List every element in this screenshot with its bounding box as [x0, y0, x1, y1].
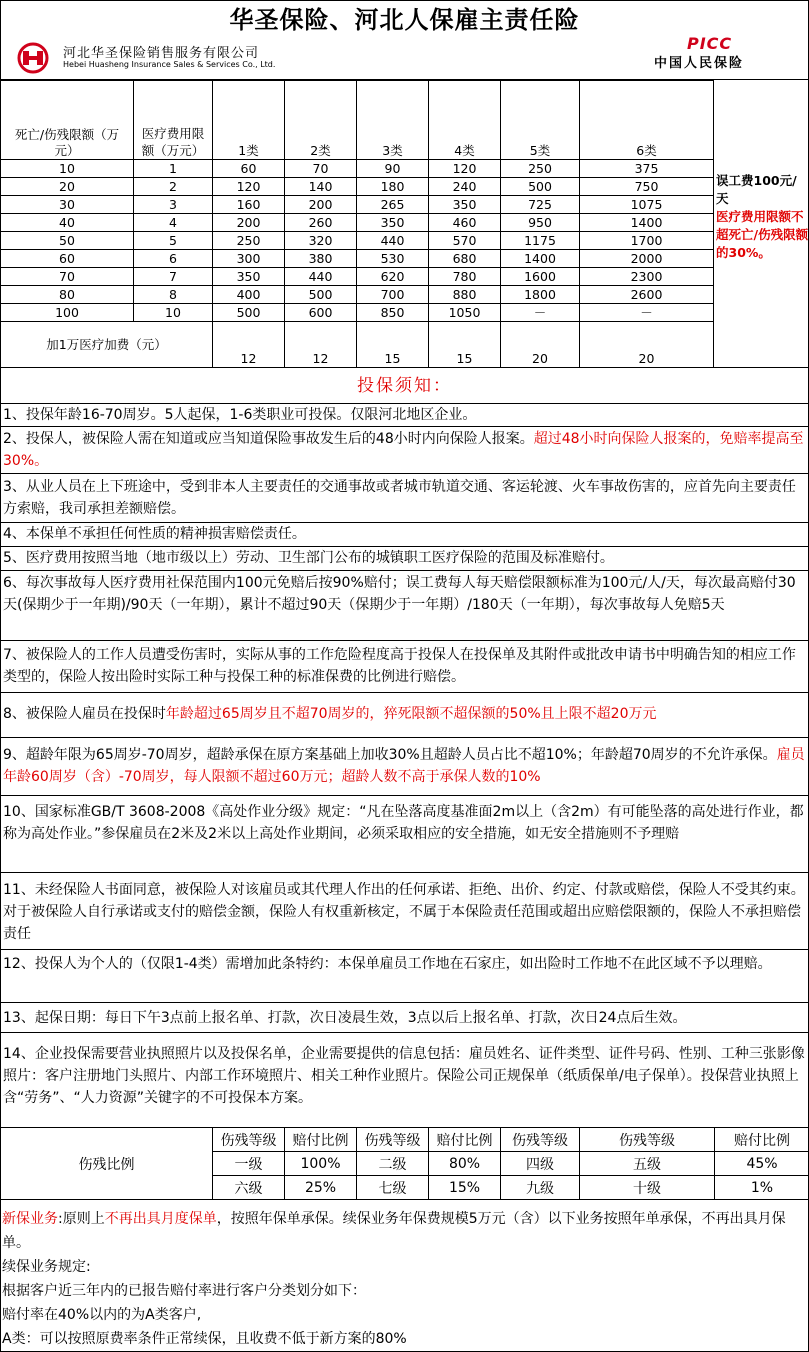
notice-item: [0, 473, 809, 522]
side-note: [716, 172, 809, 262]
col-medical-limit: 医疗费用限额（万元）: [134, 81, 213, 160]
notice-text: 10、国家标准GB/T 3608-2008《高处作业分级》规定：“凡在坠落高度基准面2m以上（含2m）有可能坠落的高处进行作业，都称为高处作业。”参保雇员在2米及2米以上高处作业期间，必须采取相应的安全措施，如无安全措施则不予理赔: [3, 804, 804, 842]
premium-cell: 60: [213, 160, 285, 178]
cell: 一级: [213, 1152, 285, 1176]
addon-label: 加1万医疗加费（元）: [1, 322, 213, 368]
renewal-heading: 续保业务规定:: [2, 1259, 91, 1275]
premium-cell: 850: [357, 304, 429, 322]
medical-limit-cell: 10: [134, 304, 213, 322]
notice-item: [0, 795, 809, 872]
notice-text: 14、企业投保需要营业执照照片以及投保名单，企业需要提供的信息包括：雇员姓名、证件类型、证件号码、性别、工种三张影像照片：客户注册地门头照片、内部工作环境照片、相关工种作业照片。保险公司正规保单（纸质保单/电子保单）。投保营业执照上含“劳务”、“人力资源”关键字的不可投保本方案。: [3, 1046, 805, 1106]
premium-cell: 70: [285, 160, 357, 178]
premium-cell: 500: [285, 286, 357, 304]
cell: 四级: [501, 1152, 580, 1176]
header-ratio: 赔付比例: [285, 1128, 357, 1152]
premium-cell: 725: [501, 196, 580, 214]
rate-row: [1, 214, 714, 232]
medical-limit-cell: 2: [134, 178, 213, 196]
notice-text: 4、本保单不承担任何性质的精神损害赔偿责任。: [3, 526, 306, 542]
premium-cell: 300: [213, 250, 285, 268]
premium-cell: －: [501, 304, 580, 322]
notice-item: [0, 949, 809, 1002]
medical-limit-cell: 5: [134, 232, 213, 250]
disability-header-row: [1, 1128, 809, 1152]
cell: 五级: [580, 1152, 715, 1176]
notice-item: [0, 1002, 809, 1032]
premium-cell: 2000: [580, 250, 714, 268]
header-ratio: 赔付比例: [429, 1128, 501, 1152]
death-limit-cell: 40: [1, 214, 134, 232]
cell: 80%: [429, 1152, 501, 1176]
rate-row: [1, 286, 714, 304]
medical-limit-cell: 7: [134, 268, 213, 286]
premium-cell: 350: [429, 196, 501, 214]
cell: 45%: [715, 1152, 809, 1176]
cell: 十级: [580, 1176, 715, 1200]
notice-text: 11、未经保险人书面同意，被保险人对该雇员或其代理人作出的任何承诺、拒绝、出价、约定、付款或赔偿，保险人不受其约束。对于被保险人自行承诺或支付的赔偿金额，保险人有权重新核定，不属于本保险责任范围或超出应赔偿限额的，保险人不承担赔偿责任: [3, 882, 805, 942]
notice-text: 13、起保日期：每日下午3点前上报名单、打款，次日凌晨生效，3点以后上报名单、打款，次日24点后生效。: [3, 1010, 687, 1026]
medical-limit-cell: 8: [134, 286, 213, 304]
premium-cell: 250: [213, 232, 285, 250]
header-ratio: 赔付比例: [715, 1128, 809, 1152]
premium-cell: －: [580, 304, 714, 322]
picc-name-cn: 中国人民保险: [654, 56, 745, 71]
death-limit-cell: 60: [1, 250, 134, 268]
addon-value: 12: [285, 322, 357, 368]
notice-item: [0, 570, 809, 640]
disability-label: 伤残比例: [1, 1128, 213, 1200]
notice-text-red: 年龄超过65周岁且不超70周岁的，猝死限额不超保额的50%且上限不超20万元: [165, 706, 657, 722]
cell: 二级: [357, 1152, 429, 1176]
death-limit-cell: 10: [1, 160, 134, 178]
cell: 九级: [501, 1176, 580, 1200]
page-title: 华圣保险、河北人保雇主责任险: [229, 6, 580, 34]
premium-cell: 260: [285, 214, 357, 232]
col-class-3: 3类: [357, 81, 429, 160]
medical-limit-cell: 6: [134, 250, 213, 268]
death-limit-cell: 100: [1, 304, 134, 322]
col-class-2: 2类: [285, 81, 357, 160]
rate-header-row: [1, 81, 714, 160]
premium-cell: 570: [429, 232, 501, 250]
premium-cell: 700: [357, 286, 429, 304]
premium-cell: 440: [357, 232, 429, 250]
medical-limit-cell: 4: [134, 214, 213, 232]
premium-cell: 350: [357, 214, 429, 232]
premium-cell: 880: [429, 286, 501, 304]
rule-text: ，按照年保单承保。续保业务年保费规模5万元（含）以下业务按照年单承保，不再出具月保单。: [2, 1211, 786, 1251]
notice-text: 3、从业人员在上下班途中，受到非本人主要责任的交通事故或者城市轨道交通、客运轮渡、火车事故伤害的，应首先向主要责任方索赔，我司承担差额赔偿。: [3, 479, 796, 517]
premium-cell: 600: [285, 304, 357, 322]
premium-cell: 500: [213, 304, 285, 322]
company-name-cn: 河北华圣保险销售服务有限公司: [63, 46, 260, 61]
rule-text-red: 不再出具月度保单: [104, 1211, 217, 1227]
premium-cell: 160: [213, 196, 285, 214]
notice-text: 8、被保险人雇员在投保时: [3, 706, 166, 722]
rule-text: :原则上: [58, 1211, 105, 1227]
notice-list: [0, 403, 809, 1126]
cell: 六级: [213, 1176, 285, 1200]
notice-item: [0, 426, 809, 473]
premium-cell: 1075: [580, 196, 714, 214]
cell: 100%: [285, 1152, 357, 1176]
premium-cell: 320: [285, 232, 357, 250]
addon-value: 20: [580, 322, 714, 368]
notice-item: [0, 403, 809, 426]
cell: 25%: [285, 1176, 357, 1200]
renewal-text: 赔付率在40%以内的为A类客户,: [2, 1307, 202, 1323]
notice-text-red: 超过48小时向保险人报案的，免赔率提高至30%。: [3, 431, 804, 469]
notice-item: [0, 737, 809, 795]
premium-cell: 1050: [429, 304, 501, 322]
rate-row: [1, 178, 714, 196]
premium-cell: 1400: [580, 214, 714, 232]
rate-row: [1, 250, 714, 268]
premium-cell: 500: [501, 178, 580, 196]
notice-text: 6、每次事故每人医疗费用社保范围内100元免赔后按90%赔付；误工费每人每天赔偿限额标准为100元/人/天，每次最高赔付30天(保期少于一年期)/90天（一年期），累计不超过90天（保期少于一年期）/180天（一年期），每次事故每人免赔5天: [3, 575, 796, 613]
addon-value: 20: [501, 322, 580, 368]
premium-cell: 350: [213, 268, 285, 286]
header-level: 伤残等级: [580, 1128, 715, 1152]
rate-row: [1, 268, 714, 286]
premium-cell: 460: [429, 214, 501, 232]
notice-item: [0, 1032, 809, 1126]
premium-cell: 2300: [580, 268, 714, 286]
premium-cell: 530: [357, 250, 429, 268]
huasheng-logo-icon: [14, 42, 52, 74]
notice-text: 2、投保人，被保险人需在知道或应当知道保险事故发生后的48小时内向保险人报案。: [3, 431, 534, 447]
notice-text: 5、医疗费用按照当地（地市级以上）劳动、卫生部门公布的城镇职工医疗保险的范围及标准赔付。: [3, 550, 614, 566]
header-level: 伤残等级: [501, 1128, 580, 1152]
premium-cell: 140: [285, 178, 357, 196]
notice-item: [0, 872, 809, 949]
notice-text: 12、投保人为个人的（仅限1-4类）需增加此条特约：本保单雇员工作地在石家庄，如出险时工作地不在此区域不予以理赔。: [3, 956, 772, 972]
rate-row: [1, 304, 714, 322]
premium-cell: 120: [213, 178, 285, 196]
premium-cell: 1600: [501, 268, 580, 286]
rule-label: 新保业务: [2, 1211, 58, 1227]
header-level: 伤残等级: [213, 1128, 285, 1152]
notice-item: [0, 522, 809, 546]
premium-cell: 90: [357, 160, 429, 178]
rate-row: [1, 196, 714, 214]
premium-cell: 200: [285, 196, 357, 214]
renewal-text: 根据客户近三年内的已报告赔付率进行客户分类划分如下：: [2, 1283, 366, 1299]
lost-wage-note: 误工费100元/天: [716, 173, 797, 206]
premium-rate-table: [0, 80, 714, 368]
renewal-text: A类：可以按照原费率条件正常续保，且收费不低于新方案的80%: [2, 1331, 407, 1347]
premium-cell: 200: [213, 214, 285, 232]
premium-cell: 950: [501, 214, 580, 232]
premium-cell: 780: [429, 268, 501, 286]
addon-value: 12: [213, 322, 285, 368]
cell: 七级: [357, 1176, 429, 1200]
premium-cell: 750: [580, 178, 714, 196]
premium-cell: 240: [429, 178, 501, 196]
premium-cell: 265: [357, 196, 429, 214]
death-limit-cell: 80: [1, 286, 134, 304]
notice-item: [0, 546, 809, 570]
premium-cell: 1800: [501, 286, 580, 304]
addon-value: 15: [429, 322, 501, 368]
renewal-rules: [2, 1207, 807, 1351]
medical-addon-row: [1, 322, 714, 368]
notice-text: 9、超龄年限为65周岁-70周岁，超龄承保在原方案基础上加收30%且超龄人员占比不超10%；年龄超70周岁的不允许承保。: [3, 747, 777, 763]
premium-cell: 375: [580, 160, 714, 178]
medical-limit-note: 医疗费用限额不超死亡/伤残限额的30%。: [716, 209, 809, 260]
medical-limit-cell: 3: [134, 196, 213, 214]
col-class-4: 4类: [429, 81, 501, 160]
premium-cell: 400: [213, 286, 285, 304]
death-limit-cell: 20: [1, 178, 134, 196]
rate-row: [1, 160, 714, 178]
premium-cell: 250: [501, 160, 580, 178]
notice-heading: 投保须知：: [0, 367, 809, 404]
picc-logo: PICC: [687, 34, 733, 53]
col-death-limit: 死亡/伤残限额（万元）: [1, 81, 134, 160]
col-class-6: 6类: [580, 81, 714, 160]
notice-text: 7、被保险人的工作人员遭受伤害时，实际从事的工作危险程度高于投保人在投保单及其附件或批改申请书中明确告知的相应工作类型的，保险人按出险时实际工种与投保工种的标准保费的比例进行赔偿。: [3, 647, 796, 685]
notice-text-red: 雇员年龄60周岁（含）-70周岁，每人限额不超过60万元；超龄人数不高于承保人数的10%: [3, 747, 805, 785]
header-level: 伤残等级: [357, 1128, 429, 1152]
premium-cell: 380: [285, 250, 357, 268]
death-limit-cell: 50: [1, 232, 134, 250]
death-limit-cell: 30: [1, 196, 134, 214]
col-class-5: 5类: [501, 81, 580, 160]
premium-cell: 620: [357, 268, 429, 286]
cell: 15%: [429, 1176, 501, 1200]
addon-value: 15: [357, 322, 429, 368]
notice-item: [0, 692, 809, 737]
rate-row: [1, 232, 714, 250]
premium-cell: 680: [429, 250, 501, 268]
premium-cell: 120: [429, 160, 501, 178]
death-limit-cell: 70: [1, 268, 134, 286]
premium-cell: 2600: [580, 286, 714, 304]
col-class-1: 1类: [213, 81, 285, 160]
notice-text: 1、投保年龄16-70周岁。5人起保，1-6类职业可投保。仅限河北地区企业。: [3, 407, 477, 423]
premium-cell: 440: [285, 268, 357, 286]
premium-cell: 1700: [580, 232, 714, 250]
premium-cell: 1175: [501, 232, 580, 250]
premium-cell: 180: [357, 178, 429, 196]
disability-ratio-table: [0, 1127, 809, 1200]
company-name-en: Hebei Huasheng Insurance Sales & Services Co., Ltd.: [63, 60, 276, 69]
new-business-rule: [2, 1207, 807, 1255]
medical-limit-cell: 1: [134, 160, 213, 178]
cell: 1%: [715, 1176, 809, 1200]
notice-item: [0, 640, 809, 692]
premium-cell: 1400: [501, 250, 580, 268]
